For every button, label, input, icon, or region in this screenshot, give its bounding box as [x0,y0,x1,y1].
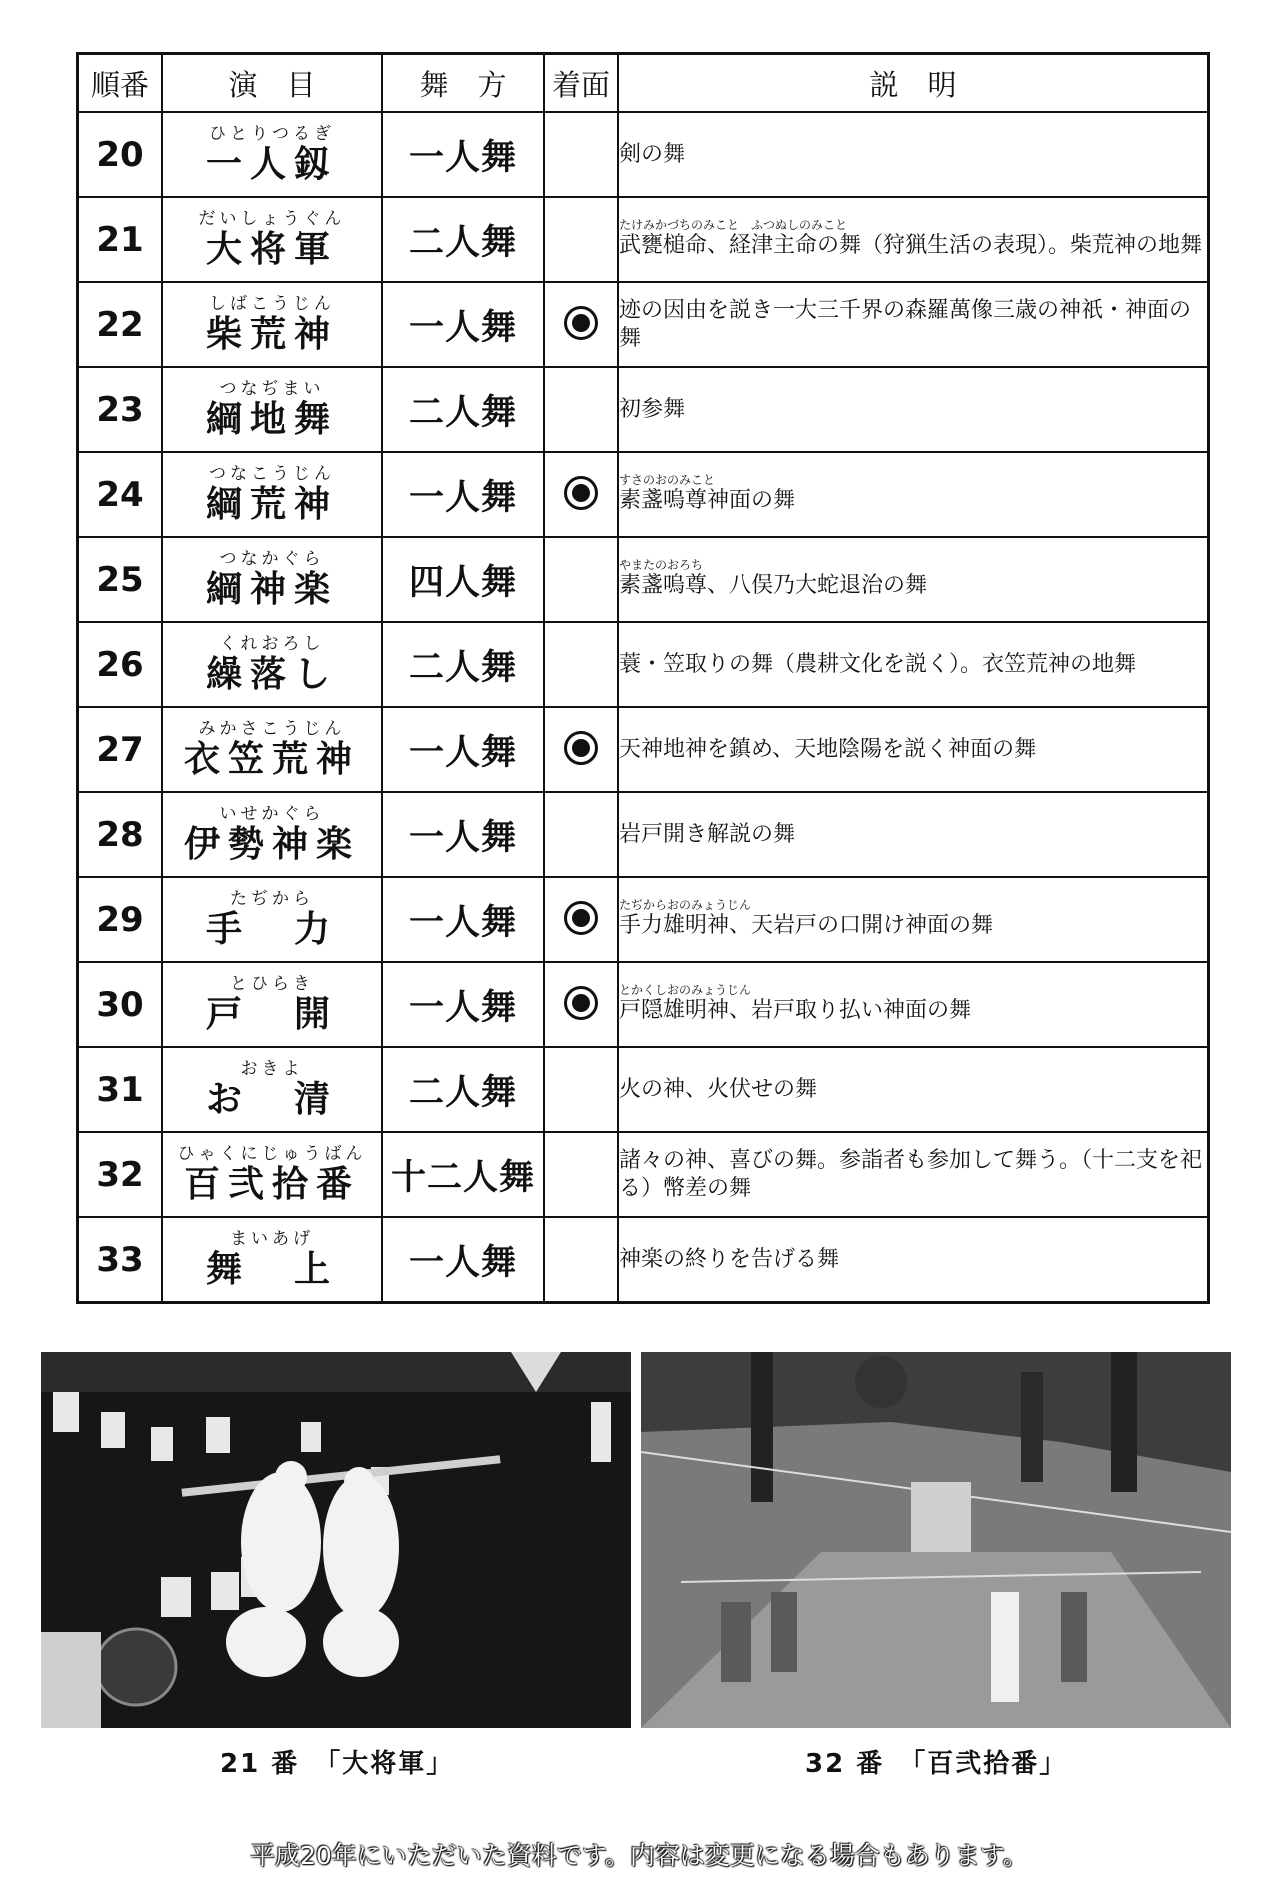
description-reading: すさのおのみこと [619,473,716,487]
row-number: 32 [78,1132,163,1217]
description-cell [618,367,1209,452]
program-title-cell [162,537,382,622]
dance-style: 二人舞 [382,622,544,707]
row-number: 22 [78,282,163,367]
description-cell [618,1047,1209,1132]
header-mask: 着面 [544,54,618,113]
table-row [78,197,1209,282]
description-cell [618,537,1209,622]
mask-cell [544,877,618,962]
title-reading: みかさこうじん [198,718,346,739]
table-row [78,452,1209,537]
program-title-cell [162,197,382,282]
title-reading: いせかぐら [219,803,325,824]
dance-style: 一人舞 [382,112,544,197]
description-text: 蓑・笠取りの舞（農耕文化を説く）。衣笠荒神の地舞 [619,651,1137,677]
description-cell [618,707,1209,792]
description-text: 初参舞 [619,396,686,422]
program-title: 繰落し [205,653,338,695]
mask-cell [544,367,618,452]
table-row [78,877,1209,962]
title-reading: だいしょうぐん [198,208,346,229]
row-number: 30 [78,962,163,1047]
dance-style: 一人舞 [382,877,544,962]
dance-style: 一人舞 [382,707,544,792]
row-number: 25 [78,537,163,622]
mask-cell [544,1132,618,1217]
mask-cell [544,962,618,1047]
row-number: 26 [78,622,163,707]
title-reading: つなぢまい [219,378,325,399]
mask-cell [544,792,618,877]
mask-cell [544,1047,618,1132]
description-text: 戸隠雄明神、岩戸取り払い神面の舞 [619,998,972,1023]
table-row [78,112,1209,197]
row-number: 33 [78,1217,163,1303]
double-circle-icon [564,731,598,765]
title-reading: しばこうじん [209,293,335,314]
title-reading: とひらき [230,973,314,994]
dance-style: 二人舞 [382,367,544,452]
description-cell [618,197,1209,282]
photo-daishogun [41,1352,631,1728]
title-reading: つなこうじん [209,463,335,484]
mask-cell [544,282,618,367]
table-row [78,792,1209,877]
table-row [78,622,1209,707]
row-number: 23 [78,367,163,452]
mask-cell [544,707,618,792]
header-no: 順番 [78,54,163,113]
description-reading: とかくしおのみょうじん [619,983,752,997]
title-reading: まいあげ [230,1228,314,1249]
program-title: 綱地舞 [205,398,338,440]
program-title: 手 力 [205,908,338,950]
dance-style: 一人舞 [382,282,544,367]
dance-style: 二人舞 [382,197,544,282]
dance-style: 四人舞 [382,537,544,622]
program-title-cell [162,622,382,707]
description-text: 天神地神を鎮め、天地陰陽を説く神面の舞 [619,736,1037,762]
footnote: 平成20年にいただいた資料です。内容は変更になる場合もあります。 [250,1841,1028,1870]
photo-caption-right: 32 番 「百弐拾番」 [805,1749,1068,1779]
photo-caption-left: 21 番 「大将軍」 [220,1749,455,1779]
program-title-cell [162,707,382,792]
description-cell [618,452,1209,537]
dance-style: 一人舞 [382,962,544,1047]
program-title: 伊勢神楽 [183,823,360,865]
table-row [78,537,1209,622]
description-cell [618,1217,1209,1303]
title-reading: ひゃくにじゅうばん [177,1143,367,1164]
table-row [78,707,1209,792]
description-text: 武甕槌命、経津主命の舞（狩猟生活の表現）。柴荒神の地舞 [619,233,1203,258]
program-table [76,52,1210,1304]
dance-style: 一人舞 [382,1217,544,1303]
program-title: 衣笠荒神 [183,738,360,780]
description-cell [618,622,1209,707]
program-title-cell [162,112,382,197]
mask-cell [544,197,618,282]
description-text: 神楽の終りを告げる舞 [619,1246,840,1272]
header-desc: 説 明 [618,54,1209,113]
program-title-cell [162,792,382,877]
title-reading: くれおろし [219,633,325,654]
program-title: 綱神楽 [205,568,338,610]
mask-cell [544,622,618,707]
program-title: 戸 開 [205,993,338,1035]
title-reading: ひとりつるぎ [209,123,335,144]
program-title: お 清 [205,1078,338,1120]
row-number: 31 [78,1047,163,1132]
program-title-cell [162,962,382,1047]
program-title: 舞 上 [205,1248,338,1290]
header-style: 舞 方 [382,54,544,113]
program-title-cell [162,1217,382,1303]
title-reading: たぢから [230,888,314,909]
row-number: 24 [78,452,163,537]
program-title-cell [162,452,382,537]
table-row [78,962,1209,1047]
mask-cell [544,537,618,622]
mask-cell [544,1217,618,1303]
description-cell [618,1132,1209,1217]
row-number: 27 [78,707,163,792]
double-circle-icon [564,306,598,340]
table-row [78,1217,1209,1303]
description-reading: たぢからおのみょうじん [619,898,752,912]
title-reading: つなかぐら [219,548,325,569]
title-reading: おきよ [240,1058,304,1079]
dance-style: 一人舞 [382,792,544,877]
table-header-row [78,54,1209,113]
double-circle-icon [564,476,598,510]
description-cell [618,282,1209,367]
program-title-cell [162,877,382,962]
row-number: 21 [78,197,163,282]
row-number: 29 [78,877,163,962]
program-title-cell [162,1132,382,1217]
description-text: 素盞嗚尊神面の舞 [619,488,796,513]
table-row [78,1047,1209,1132]
dance-style: 二人舞 [382,1047,544,1132]
description-text: 手力雄明神、天岩戸の口開け神面の舞 [619,913,994,938]
program-title: 綱荒神 [205,483,338,525]
mask-cell [544,112,618,197]
description-text: 素盞嗚尊、八俣乃大蛇退治の舞 [619,573,928,598]
row-number: 28 [78,792,163,877]
description-cell [618,112,1209,197]
table-row [78,1132,1209,1217]
description-text: 岩戸開き解説の舞 [619,821,796,847]
program-title-cell [162,282,382,367]
description-text: 剣の舞 [619,141,686,167]
program-title-cell [162,1047,382,1132]
program-title-cell [162,367,382,452]
row-number: 20 [78,112,163,197]
dance-style: 一人舞 [382,452,544,537]
table-row [78,282,1209,367]
table-row [78,367,1209,452]
double-circle-icon [564,901,598,935]
header-title: 演 目 [162,54,382,113]
description-reading: たけみかづちのみこと ふつぬしのみこと [619,218,848,232]
description-text: 諸々の神、喜びの舞。参詣者も参加して舞う。（十二支を祀る）幣差の舞 [619,1147,1203,1201]
description-cell [618,962,1209,1047]
description-text: 火の神、火伏せの舞 [619,1076,818,1102]
program-title: 大将軍 [205,228,338,270]
program-title: 百弐拾番 [183,1163,360,1205]
description-cell [618,792,1209,877]
program-title: 柴荒神 [205,313,338,355]
mask-cell [544,452,618,537]
description-text: 迹の因由を説き一大三千界の森羅萬像三歳の神祇・神面の舞 [619,297,1192,351]
description-cell [618,877,1209,962]
program-title: 一人釼 [205,143,338,185]
description-reading: やまたのおろち [619,558,704,572]
photo-hyakunijuban [641,1352,1231,1728]
double-circle-icon [564,986,598,1020]
dance-style: 十二人舞 [382,1132,544,1217]
